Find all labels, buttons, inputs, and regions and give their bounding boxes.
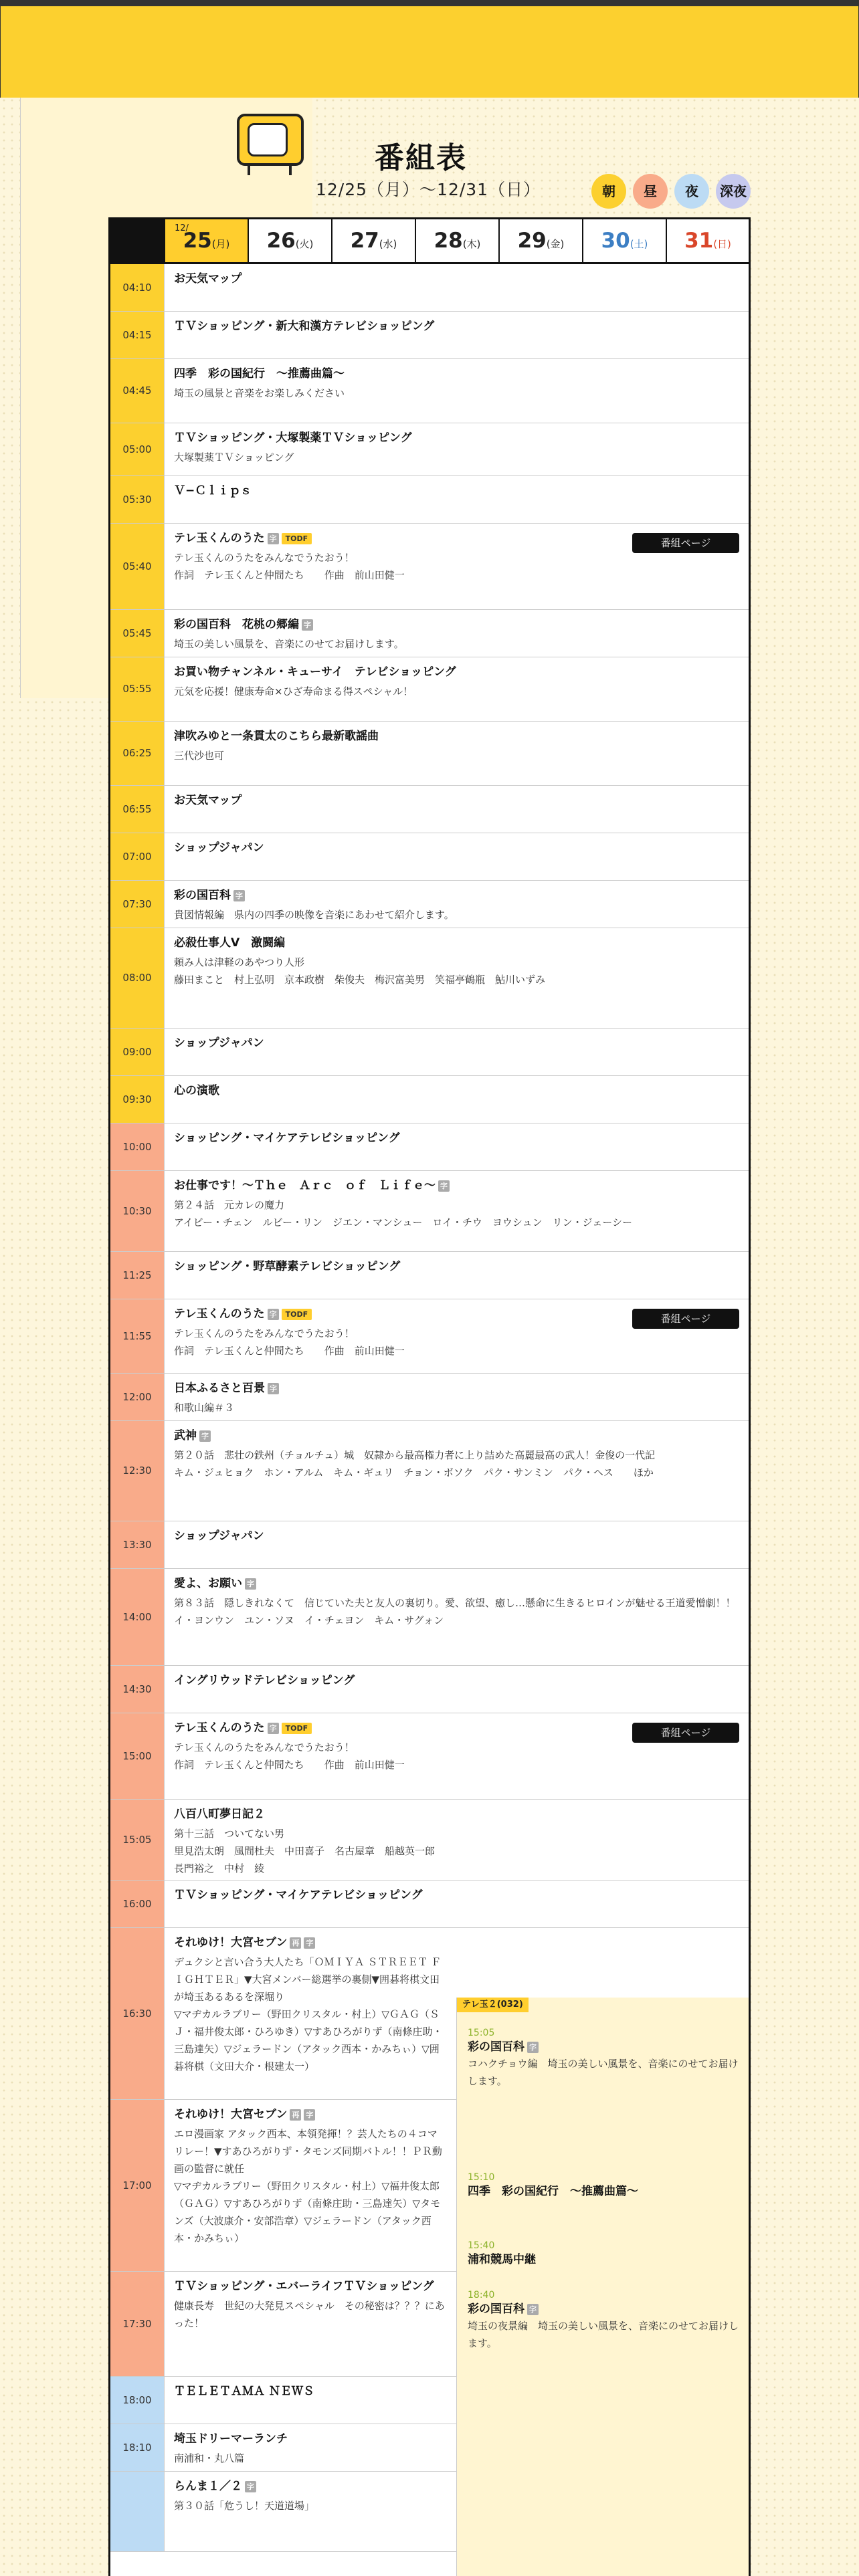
tod-latenight-button[interactable]: 深夜 bbox=[716, 174, 751, 209]
day-number: 30 bbox=[601, 229, 630, 253]
subtitle-badge: 再 bbox=[290, 2109, 301, 2121]
tv-mascot-icon bbox=[237, 114, 304, 175]
program-cell[interactable] bbox=[164, 1123, 749, 1170]
program-title: ＴＥＬＥＴＡＭＡ ＮＥＷＳ bbox=[174, 2385, 314, 2398]
program-desc: 第２０話 悲壮の鉄州（チョルチュ）城 奴隷から最高権力者に上り詰めた高麗最高の武人！金俊の一代記 bbox=[174, 1449, 656, 1461]
tele2-program[interactable] bbox=[468, 2240, 742, 2268]
program-desc: アイビー・チェン ルビー・リン ジエン・マンシュー ロイ・チウ ヨウシュン リン・ジェーシー bbox=[174, 1216, 632, 1228]
time-cell bbox=[110, 1374, 164, 1420]
program-title: 津吹みゆと一条貫太のこちら最新歌謡曲 bbox=[174, 730, 379, 743]
time-cell bbox=[110, 2377, 164, 2424]
time-cell bbox=[110, 1713, 164, 1799]
todf-badge: TODF bbox=[282, 533, 312, 544]
program-desc: 里見浩太朗 風間杜夫 中田喜子 名古屋章 船越英一郎 長門裕之 中村 綾 bbox=[174, 1845, 446, 1874]
program-cell[interactable] bbox=[164, 2100, 456, 2271]
program-desc: 元気を応援！健康寿命×ひざ寿命まる得スペシャル！ bbox=[174, 685, 413, 697]
weekday: (水) bbox=[379, 238, 397, 250]
subtitle-badge: 字 bbox=[527, 2042, 539, 2053]
program-desc: 第２４話 元カレの魔力 bbox=[174, 1199, 285, 1211]
program-title: 八百八町夢日記２ bbox=[174, 1808, 265, 1821]
program-page-button[interactable]: 番組ページ bbox=[632, 533, 739, 553]
program-cell[interactable] bbox=[164, 1800, 456, 1880]
program-title: Ｖ−Ｃｌｉｐｓ bbox=[174, 484, 252, 498]
program-row bbox=[110, 1123, 749, 1171]
program-cell[interactable] bbox=[164, 1881, 456, 1927]
program-desc: 第十三話 ついてない男 bbox=[174, 1828, 285, 1840]
time-label: 16:00 bbox=[122, 1897, 152, 1910]
time-cell bbox=[110, 1029, 164, 1075]
subtitle-badge: 字 bbox=[233, 890, 245, 901]
program-desc: テレ玉くんのうたをみんなでうたおう！ bbox=[174, 1327, 355, 1339]
time-label: 09:30 bbox=[122, 1093, 152, 1105]
program-row bbox=[110, 312, 749, 359]
program-row bbox=[110, 833, 749, 881]
program-desc: 貴図情報編 県内の四季の映像を音楽にあわせて紹介します。 bbox=[174, 909, 454, 921]
program-row bbox=[110, 1171, 749, 1252]
program-desc: 健康長寿 世紀の大発見スペシャル その秘密は？？？にあった！ bbox=[174, 2300, 445, 2329]
program-title: ＴＶショッピング・マイケアテレビショッピング bbox=[174, 1889, 423, 1902]
time-cell bbox=[110, 610, 164, 657]
program-title: お仕事です！〜Ｔｈｅ Ａｒｃ ｏｆ Ｌｉｆｅ〜 bbox=[174, 1179, 436, 1192]
tod-daytime-button[interactable]: 昼 bbox=[633, 174, 668, 209]
time-label: 17:00 bbox=[122, 2179, 152, 2191]
program-title: ショッピング・野草酵素テレビショッピング bbox=[174, 1260, 401, 1273]
program-desc: 藤田まこと 村上弘明 京本政樹 柴俊夫 梅沢富美男 笑福亭鶴瓶 鮎川いずみ bbox=[174, 974, 546, 986]
time-cell bbox=[110, 524, 164, 609]
subtitle-badge: 字 bbox=[268, 1723, 279, 1734]
program-title: ショッピング・マイケアテレビショッピング bbox=[174, 1132, 400, 1145]
program-title: テレ玉くんのうた bbox=[174, 532, 265, 545]
month-label: 12/ bbox=[175, 223, 189, 233]
program-row bbox=[110, 610, 749, 657]
program-title: イングリウッドテレビショッピング bbox=[174, 1674, 355, 1687]
program-title: テレ玉くんのうた bbox=[174, 1307, 265, 1321]
day-number: 28 bbox=[434, 229, 463, 253]
time-cell bbox=[110, 2424, 164, 2471]
program-title: ショップジャパン bbox=[174, 1529, 264, 1543]
subtitle-badge: 字 bbox=[245, 2481, 256, 2492]
caption-badge: 字 bbox=[304, 1937, 315, 1949]
tele2-title: 彩の国百科 bbox=[468, 2302, 524, 2316]
tele2-time: 15:10 bbox=[468, 2172, 495, 2183]
time-label: 18:10 bbox=[122, 2441, 152, 2454]
time-cell bbox=[110, 786, 164, 833]
time-cell bbox=[110, 1076, 164, 1123]
time-cell bbox=[110, 833, 164, 880]
weekday: (土) bbox=[630, 238, 648, 250]
time-cell bbox=[110, 722, 164, 785]
program-cell[interactable] bbox=[164, 1076, 749, 1123]
time-label: 10:00 bbox=[122, 1140, 152, 1153]
time-cell bbox=[110, 1171, 164, 1251]
program-desc: 埼玉の美しい風景を、音楽にのせてお届けします。 bbox=[174, 638, 404, 650]
program-cell[interactable] bbox=[164, 881, 749, 928]
program-cell[interactable] bbox=[164, 359, 749, 423]
program-desc: 第８３話 隠しきれなくて 信じていた夫と友人の裏切り。愛、欲望、癒し…懸命に生きるヒロインが魅せる王道愛憎劇！！ bbox=[174, 1597, 736, 1609]
program-desc: 和歌山編＃３ bbox=[174, 1402, 235, 1414]
day-number: 25 bbox=[183, 229, 212, 253]
caption-badge: 字 bbox=[304, 2109, 315, 2121]
title-area bbox=[0, 107, 859, 207]
program-cell[interactable] bbox=[164, 1666, 749, 1713]
time-label: 09:00 bbox=[122, 1045, 152, 1058]
program-cell[interactable] bbox=[164, 833, 749, 880]
time-label: 04:15 bbox=[122, 328, 152, 341]
program-row bbox=[110, 1800, 749, 1881]
tele2-program[interactable] bbox=[468, 2289, 742, 2352]
program-cell[interactable] bbox=[164, 2424, 456, 2471]
program-row bbox=[110, 1881, 749, 1928]
time-cell bbox=[110, 312, 164, 358]
day-number: 26 bbox=[266, 229, 296, 253]
program-row bbox=[110, 1666, 749, 1713]
program-title: お天気マップ bbox=[174, 272, 242, 286]
time-label: 05:00 bbox=[122, 443, 152, 455]
weekday: (火) bbox=[295, 238, 314, 250]
subtitle-badge: 字 bbox=[438, 1180, 450, 1192]
program-row bbox=[110, 423, 749, 476]
tod-morning-button[interactable]: 朝 bbox=[591, 174, 626, 209]
time-cell bbox=[110, 264, 164, 311]
program-desc: テレ玉くんのうたをみんなでうたおう！ bbox=[174, 1741, 355, 1753]
program-cell[interactable] bbox=[164, 1713, 749, 1799]
site-header bbox=[0, 0, 859, 100]
subtitle-badge: 字 bbox=[268, 1383, 279, 1394]
program-desc: エロ漫画家 アタック西本、本領発揮！？芸人たちの４コマリレー！▼すあひろがりず・タモンズ同期バトル！！ＰＲ動画の監督に就任 bbox=[174, 2128, 442, 2175]
time-label: 18:00 bbox=[122, 2393, 152, 2406]
tab-day-30[interactable] bbox=[582, 219, 666, 262]
program-grid bbox=[108, 217, 751, 2576]
subtitle-badge: 字 bbox=[245, 1578, 256, 1590]
page-title: 番組表 bbox=[375, 141, 467, 175]
program-row bbox=[110, 476, 749, 524]
time-label: 05:55 bbox=[122, 683, 152, 695]
program-cell[interactable] bbox=[164, 264, 749, 311]
time-label: 14:00 bbox=[122, 1610, 152, 1623]
program-title: 埼玉ドリーマーランチ bbox=[174, 2432, 288, 2446]
program-title: 必殺仕事人Ⅴ 激闘編 bbox=[174, 936, 286, 950]
program-title: ＴＶショッピング・大塚製薬ＴＶショッピング bbox=[174, 431, 412, 445]
day-number: 31 bbox=[684, 229, 714, 253]
program-title: ＴＶショッピング・エバーライフＴＶショッピング bbox=[174, 2280, 434, 2293]
program-row bbox=[110, 928, 749, 1029]
program-cell[interactable] bbox=[164, 312, 749, 358]
program-cell[interactable] bbox=[164, 1569, 749, 1665]
time-cell bbox=[110, 1521, 164, 1568]
program-desc: キム・ジュヒョク ホン・アルム キム・ギュリ チョン・ボソク パク・サンミン パク・ヘス ほか bbox=[174, 1467, 654, 1479]
program-row bbox=[110, 264, 749, 312]
time-label: 15:05 bbox=[122, 1833, 152, 1846]
program-desc: 三代沙也可 bbox=[174, 750, 225, 762]
tab-day-28[interactable] bbox=[415, 219, 498, 262]
program-row bbox=[110, 1252, 749, 1299]
weekday: (木) bbox=[462, 238, 481, 250]
program-desc: 頼み人は津軽のあやつり人形 bbox=[174, 956, 305, 968]
subtitle-badge: 字 bbox=[302, 619, 313, 631]
program-cell[interactable] bbox=[164, 1171, 749, 1251]
program-desc: デュクシと言い合う大人たち「ＯＭＩＹＡ ＳＴＲＥＥＴ ＦＩＧＨＴＥＲ」▼大宮メンバー総選挙の裏側▼囲碁将棋文田が埼玉あるあるを深堀り bbox=[174, 1956, 442, 2003]
time-label: 04:10 bbox=[122, 281, 152, 294]
time-cell bbox=[110, 657, 164, 721]
weekday: (日) bbox=[713, 238, 731, 250]
program-cell[interactable] bbox=[164, 1521, 749, 1568]
time-label: 04:45 bbox=[122, 385, 152, 397]
time-label: 11:25 bbox=[122, 1269, 152, 1281]
program-desc: テレ玉くんのうたをみんなでうたおう！ bbox=[174, 552, 355, 564]
program-row bbox=[110, 786, 749, 833]
program-title: 四季 彩の国紀行 〜推薦曲篇〜 bbox=[174, 367, 345, 381]
time-label: 17:30 bbox=[122, 2317, 152, 2330]
program-title: らんま１／２ bbox=[174, 2480, 242, 2493]
program-row bbox=[110, 1029, 749, 1076]
program-cell[interactable] bbox=[164, 476, 749, 523]
program-title: 日本ふるさと百景 bbox=[174, 1382, 265, 1395]
tele2-time: 15:05 bbox=[468, 2028, 495, 2038]
program-desc: イ・ヨンウン ユン・ソヌ イ・チェヨン キム・サグォン bbox=[174, 1614, 444, 1626]
tod-evening-button[interactable]: 夜 bbox=[674, 174, 709, 209]
grid-corner bbox=[110, 219, 164, 262]
program-title: ＴＶショッピング・新大和漢方テレビショッピング bbox=[174, 320, 435, 333]
tele2-desc: コハクチョウ編 埼玉の美しい風景を、音楽にのせてお届けします。 bbox=[468, 2058, 739, 2087]
program-row bbox=[110, 881, 749, 928]
tab-day-31[interactable] bbox=[666, 219, 749, 262]
time-cell bbox=[110, 881, 164, 928]
tele2-title: 四季 彩の国紀行 〜推薦曲篇〜 bbox=[468, 2185, 638, 2198]
tele2-label: テレ玉２(032) bbox=[457, 1998, 529, 2012]
time-cell bbox=[110, 2272, 164, 2376]
tab-day-29[interactable] bbox=[498, 219, 582, 262]
day-number: 27 bbox=[350, 229, 379, 253]
time-cell bbox=[110, 423, 164, 475]
time-label: 12:00 bbox=[122, 1390, 152, 1403]
program-title: 彩の国百科 花桃の郷編 bbox=[174, 618, 299, 631]
program-row bbox=[110, 1569, 749, 1666]
program-desc: 南浦和・丸八篇 bbox=[174, 2452, 245, 2464]
program-title: それゆけ！大宮セブン bbox=[174, 1936, 288, 1949]
subtitle-badge: 再 bbox=[290, 1937, 301, 1949]
program-title: テレ玉くんのうた bbox=[174, 1721, 265, 1735]
time-cell bbox=[110, 928, 164, 1028]
tele2-program[interactable] bbox=[468, 2027, 742, 2090]
subtitle-badge: 字 bbox=[199, 1430, 211, 1442]
program-title: ショップジャパン bbox=[174, 841, 264, 855]
time-label: 08:00 bbox=[122, 972, 152, 984]
time-label: 14:30 bbox=[122, 1683, 152, 1695]
time-label: 12:30 bbox=[122, 1465, 152, 1477]
subtitle-badge: 字 bbox=[268, 533, 279, 544]
program-desc: ▽マヂカルラブリー（野田クリスタル・村上）▽ＧＡＧ（ＳＪ・福井俊太郎・ひろゆき）▽すあひろがりず（南條庄助・三島達矢）▽ジェラードン（アタック西本・かみちぃ）▽囲碁将棋（文田大介・根建太一） bbox=[174, 2008, 443, 2072]
program-row bbox=[110, 524, 749, 610]
todf-badge: TODF bbox=[282, 1723, 312, 1734]
program-page-button[interactable]: 番組ページ bbox=[632, 1309, 739, 1329]
program-title: 彩の国百科 bbox=[174, 889, 231, 902]
program-row bbox=[110, 722, 749, 786]
time-cell bbox=[110, 359, 164, 423]
program-cell[interactable] bbox=[164, 1029, 749, 1075]
program-title: お買い物チャンネル・キューサイ テレビショッピング bbox=[174, 665, 456, 679]
time-label: 06:25 bbox=[122, 747, 152, 759]
tele2-program[interactable] bbox=[468, 2171, 742, 2199]
program-title: お天気マップ bbox=[174, 794, 242, 807]
program-page-button[interactable]: 番組ページ bbox=[632, 1723, 739, 1743]
zigzag-divider bbox=[0, 0, 859, 98]
program-desc: 作詞 テレ玉くんと仲間たち 作曲 前山田健一 bbox=[174, 1759, 405, 1771]
time-label: 07:00 bbox=[122, 850, 152, 863]
tele2-time: 18:40 bbox=[468, 2290, 495, 2300]
program-cell[interactable] bbox=[164, 657, 749, 721]
time-label: 13:30 bbox=[122, 1538, 152, 1551]
time-cell bbox=[110, 1421, 164, 1521]
program-cell[interactable] bbox=[164, 423, 749, 475]
time-cell bbox=[110, 2472, 164, 2551]
program-desc: 埼玉の風景と音楽をお楽しみください bbox=[174, 387, 345, 399]
program-title: ショップジャパン bbox=[174, 1037, 264, 1050]
time-label: 05:40 bbox=[122, 560, 152, 572]
program-row bbox=[110, 1521, 749, 1569]
program-title: 愛よ、お願い bbox=[174, 1577, 242, 1590]
time-cell bbox=[110, 1800, 164, 1880]
program-desc: ▽マヂカルラブリー（野田クリスタル・村上）▽福井俊太郎（ＧＡＧ）▽すあひろがりず（南條庄助・三島達矢）▽タモンズ（大波康介・安部浩章）▽ジェラードン（アタック西本・かみちぃ） bbox=[174, 2180, 441, 2244]
tab-day-25[interactable] bbox=[164, 219, 248, 262]
program-title: それゆけ！大宮セブン bbox=[174, 2108, 288, 2121]
program-cell[interactable] bbox=[164, 1374, 749, 1420]
program-desc: 作詞 テレ玉くんと仲間たち 作曲 前山田健一 bbox=[174, 1345, 405, 1357]
tele2-title: 彩の国百科 bbox=[468, 2040, 524, 2054]
time-cell bbox=[110, 476, 164, 523]
time-label: 07:30 bbox=[122, 897, 152, 910]
time-label: 10:30 bbox=[122, 1204, 152, 1217]
program-cell[interactable] bbox=[164, 786, 749, 833]
time-cell bbox=[110, 1252, 164, 1299]
day-number: 29 bbox=[517, 229, 547, 253]
date-range: 12/25（月）〜12/31（日） bbox=[316, 180, 541, 199]
tab-day-26[interactable] bbox=[248, 219, 331, 262]
tele2-column bbox=[456, 1998, 749, 2576]
time-cell bbox=[110, 1928, 164, 2099]
program-desc: 第３０話「危うし！天道道場」 bbox=[174, 2500, 315, 2512]
time-label: 16:30 bbox=[122, 2007, 152, 2020]
time-cell bbox=[110, 1123, 164, 1170]
program-row bbox=[110, 1421, 749, 1521]
program-row bbox=[110, 1374, 749, 1421]
time-label: 05:30 bbox=[122, 493, 152, 506]
time-label: 05:45 bbox=[122, 627, 152, 639]
day-tabs bbox=[110, 219, 749, 264]
program-cell[interactable] bbox=[164, 1928, 456, 2099]
program-cell[interactable] bbox=[164, 2377, 456, 2424]
program-cell[interactable] bbox=[164, 2472, 456, 2551]
subtitle-badge: 字 bbox=[268, 1309, 279, 1320]
weekday: (月) bbox=[211, 238, 230, 250]
time-cell bbox=[110, 2100, 164, 2271]
program-row bbox=[110, 1713, 749, 1800]
time-label: 15:00 bbox=[122, 1749, 152, 1762]
program-cell[interactable] bbox=[164, 1299, 749, 1373]
tele2-desc: 埼玉の夜景編 埼玉の美しい風景を、音楽にのせてお届けします。 bbox=[468, 2320, 739, 2349]
time-cell bbox=[110, 1299, 164, 1373]
program-desc: 大塚製薬ＴＶショッピング bbox=[174, 451, 294, 463]
tab-day-27[interactable] bbox=[331, 219, 415, 262]
program-cell[interactable] bbox=[164, 1421, 749, 1521]
todf-badge: TODF bbox=[282, 1309, 312, 1320]
program-row bbox=[110, 359, 749, 423]
subtitle-badge: 字 bbox=[527, 2304, 539, 2315]
program-cell[interactable] bbox=[164, 524, 749, 609]
time-cell bbox=[110, 1569, 164, 1665]
program-title: 武神 bbox=[174, 1429, 197, 1442]
program-cell[interactable] bbox=[164, 610, 749, 657]
program-desc: 作詞 テレ玉くんと仲間たち 作曲 前山田健一 bbox=[174, 569, 405, 581]
program-row bbox=[110, 1076, 749, 1123]
weekday: (金) bbox=[546, 238, 565, 250]
program-cell[interactable] bbox=[164, 928, 749, 1028]
time-label: 06:55 bbox=[122, 802, 152, 815]
time-cell bbox=[110, 1666, 164, 1713]
program-cell[interactable] bbox=[164, 722, 749, 785]
time-cell bbox=[110, 1881, 164, 1927]
program-title: 心の演歌 bbox=[174, 1084, 219, 1097]
program-row bbox=[110, 657, 749, 722]
tele2-title: 浦和競馬中継 bbox=[468, 2253, 536, 2266]
time-label: 11:55 bbox=[122, 1329, 152, 1342]
tele2-time: 15:40 bbox=[468, 2240, 495, 2251]
program-cell[interactable] bbox=[164, 2272, 456, 2376]
program-row bbox=[110, 1299, 749, 1374]
program-cell[interactable] bbox=[164, 1252, 749, 1299]
